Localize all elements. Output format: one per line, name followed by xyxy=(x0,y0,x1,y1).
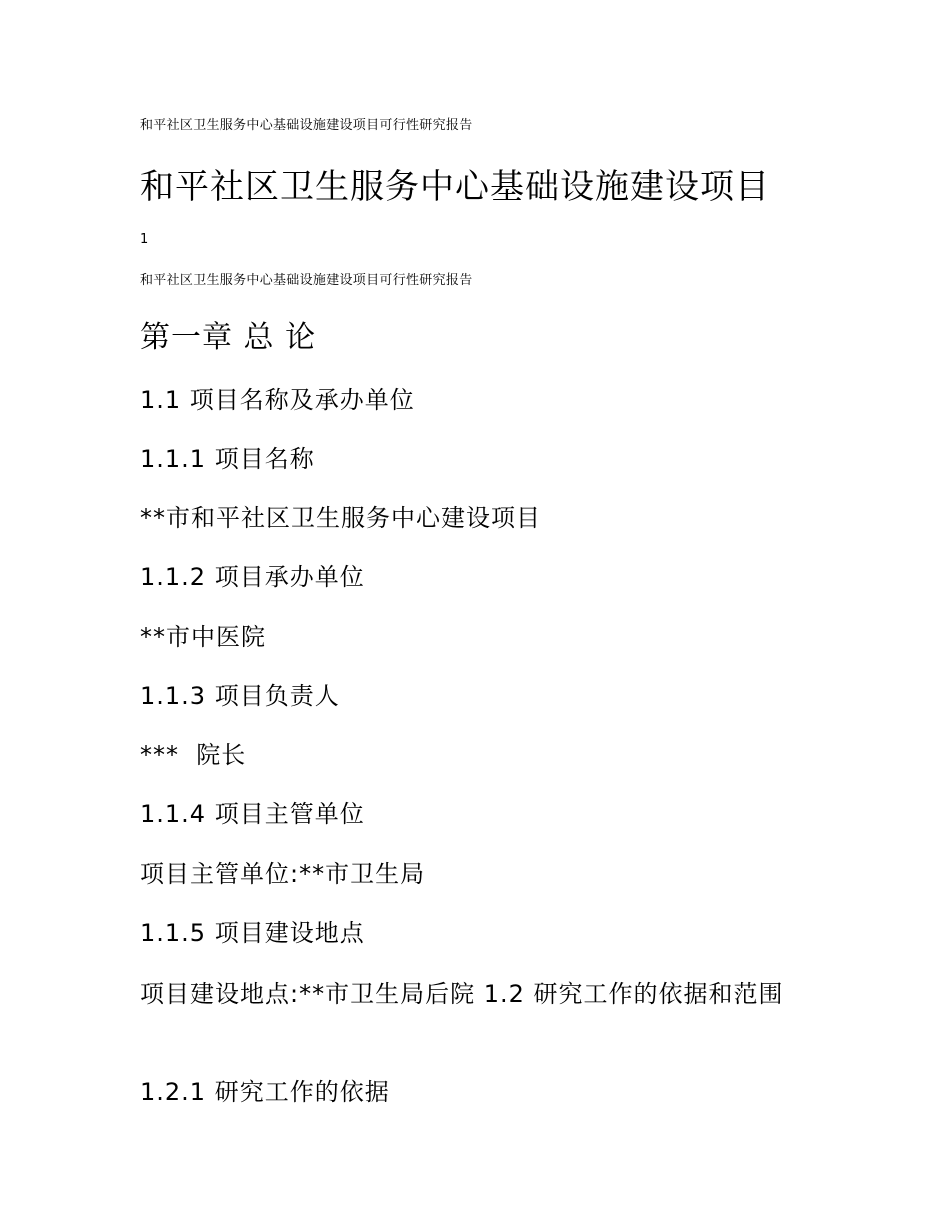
paragraph: *** 院长 xyxy=(140,741,247,769)
running-header: 和平社区卫生服务中心基础设施建设项目可行性研究报告 xyxy=(140,273,473,288)
subsection-heading: 1.1.5 项目建设地点 xyxy=(140,919,365,947)
section-heading: 1.1 项目名称及承办单位 xyxy=(140,386,415,414)
subsection-heading: 1.1.3 项目负责人 xyxy=(140,682,340,710)
running-header: 和平社区卫生服务中心基础设施建设项目可行性研究报告 xyxy=(140,118,473,133)
document-title: 和平社区卫生服务中心基础设施建设项目 xyxy=(140,167,770,207)
page-number: 1 xyxy=(140,232,149,247)
paragraph: 项目建设地点:**市卫生局后院 1.2 研究工作的依据和范围 xyxy=(140,980,784,1008)
subsection-heading: 1.1.1 项目名称 xyxy=(140,445,315,473)
chapter-title: 第一章 总 论 xyxy=(140,320,317,355)
subsection-heading: 1.1.2 项目承办单位 xyxy=(140,563,365,591)
paragraph: **市中医院 xyxy=(140,623,266,651)
paragraph: **市和平社区卫生服务中心建设项目 xyxy=(140,504,541,532)
paragraph: 项目主管单位:**市卫生局 xyxy=(140,860,426,888)
subsection-heading: 1.2.1 研究工作的依据 xyxy=(140,1078,390,1106)
subsection-heading: 1.1.4 项目主管单位 xyxy=(140,800,365,828)
